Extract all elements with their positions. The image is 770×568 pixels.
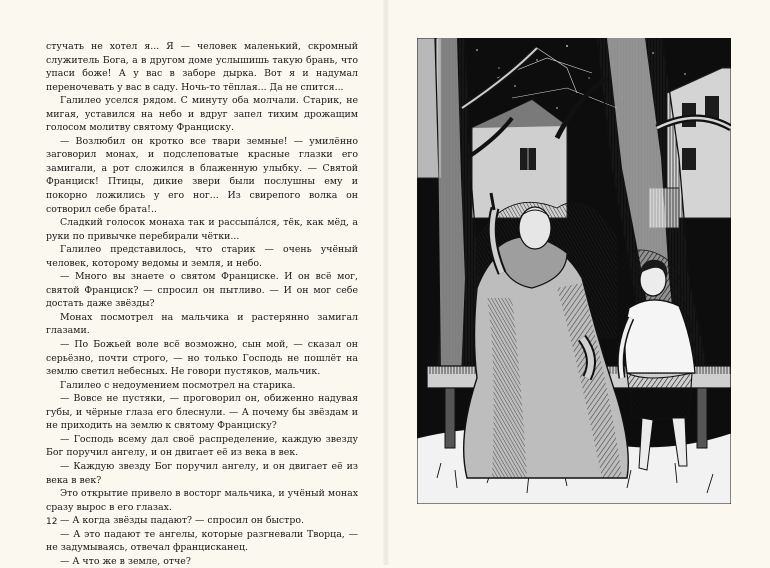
paragraph-15: — А это падают те ангелы, которые разгневали Творца, — не задумываясь, отвечал францисканец. — [46, 528, 358, 554]
paragraph-13: Это открытие привело в восторг мальчика, и учёный монах сразу вырос в его глазах. — [46, 488, 358, 513]
paragraph-3: — Возлюбил он кротко все твари земные! — умилённо заговорил монах, и подслеповатые красные глазки его замигали, а рот сложился в блаженную улыбку. — Святой Франциск! Птицы, дикие звери были послушны ему и покорно ложились у его ног... Из свирепого волка он сотворил себе брата!.. — [46, 135, 358, 215]
paragraph-1: стучать не хотел я... Я — человек маленький, скромный служитель Бога, а в другом доме услышишь такую брань, что упаси боже! А у вас в заборе дырка. Вот я и надумал переночевать у вас в саду. Ночь-то тёплая... Да не спится... — [46, 41, 358, 93]
paragraph-8: — По Божьей воле всё возможно, сын мой, — сказал он серьёзно, почти строго, — но только Господь не пошлёт на землю светил небесных. Не говори пустяков, мальчик. — [46, 339, 358, 378]
paragraph-9: Галилео с недоумением посмотрел на старика. — [60, 379, 296, 391]
paragraph-2: Галилео уселся рядом. С минуту оба молчали. Старик, не мигая, уставился на небо и вдруг запел тихим дрожащим голосом молитву святому Франциску. — [46, 95, 358, 134]
paragraph-10: — Вовсе не пустяки, — проговорил он, обиженно надувая губы, и чёрные глаза его блеснули. — А почему бы звёздам и не приходить на землю к святому Франциску? — [46, 393, 358, 432]
illustration-monk-and-boy — [417, 38, 731, 504]
paragraph-5: Галилео представилось, что старик — очень учёный человек, которому ведомы и земля, и небо. — [46, 244, 358, 269]
page-number: 12 — [46, 517, 58, 527]
paragraph-14: — А когда звёзды падают? — спросил он быстро. — [60, 515, 304, 527]
paragraph-7: Монах посмотрел на мальчика и растерянно замигал глазами. — [46, 311, 358, 337]
paragraph-6: — Много вы знаете о святом Франциске. И он всё мог, святой Франциск? — спросил он пытливо. — И он мог себе достать даже звёзды? — [46, 271, 358, 310]
paragraph-16: — А что же в земле, отче? — [60, 555, 191, 567]
illustration-drawing — [417, 38, 731, 504]
paragraph-11: — Господь всему дал своё распределение, каждую звезду Бог поручил ангелу, и он двигает её из века в век. — [46, 433, 358, 459]
paragraph-12: — Каждую звезду Бог поручил ангелу, и он двигает её из века в век? — [46, 460, 358, 486]
book-gutter — [383, 0, 389, 565]
paragraph-4: Сладкий голосок монаха так и рассыпа́лся, тёк, как мёд, а руки по привычке перебирали чётки... — [46, 217, 358, 242]
